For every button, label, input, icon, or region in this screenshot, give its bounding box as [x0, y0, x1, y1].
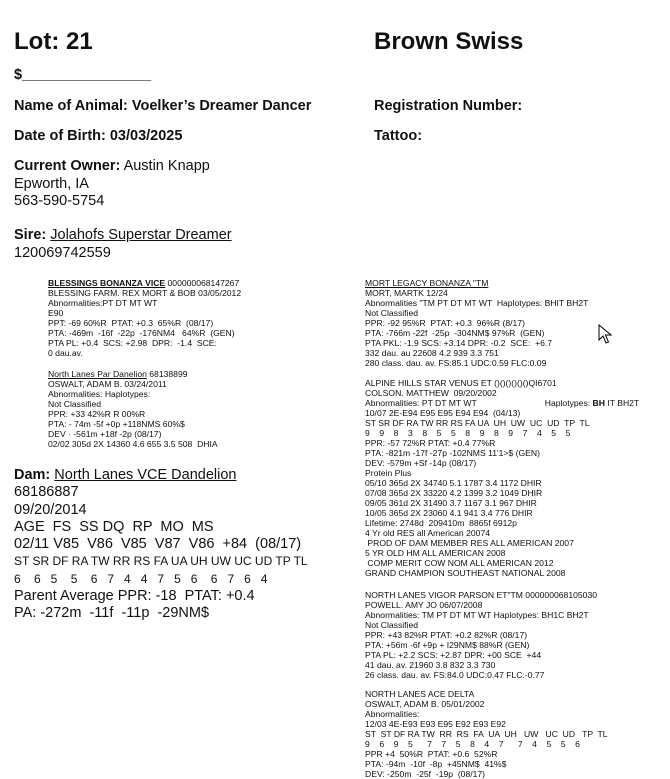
owner-phone: 563-590-5754 [14, 193, 105, 209]
sire-sire-block [48, 278, 241, 358]
dam-pa: PA: -272m -11f -11p -29NM$ [14, 605, 210, 622]
dam-sire-block [365, 278, 588, 368]
sire-sire-line: 0 dau.av. [48, 348, 83, 358]
dam-sire-line: Abnormalities "TM PT DT MT WT Haplotypes: BHIT BH2T [365, 298, 589, 308]
sire-sire-line: PPT: -69 60%R PTAT: +0.3 65%R (08/17) [48, 318, 214, 328]
dam-dam-abnormalities: Abnormalities: PT DT MT WT [365, 398, 477, 408]
dam-dam-line: 5 YR OLD HM ALL AMERICAN 2008 [365, 548, 506, 558]
dam-traits-header: ST SR DF RA TW RR RS FA UA UH UW UC UD TP TL [14, 554, 308, 569]
sire-sire-line: PTA PL: +0.4 SCS: +2.98 DPR: -1.4 SCE: [48, 338, 217, 348]
dam-scores: 02/11 V85 V86 V85 V87 V86 +84 (08/17) [14, 536, 302, 553]
sire-dam-line: Abnormalities: Haplotypes: [48, 389, 151, 399]
extra2-line: PPR +4 50%R PTAT: +0.6 52%R [365, 749, 498, 759]
extra1-line: POWELL. AMY JO 06/07/2008 [365, 600, 483, 610]
owner-city: Epworth, IA [14, 175, 89, 192]
sire-dam-line: 02/02 305d 2X 14360 4.6 655 3.5 508 DHIA [48, 439, 218, 449]
dam-dam-line: PTA: -821m -17f -27p -102NMS 11'1>$ (GEN) [365, 448, 540, 458]
extra-entry-2 [365, 689, 608, 779]
dam-sire-line: PPR: -92 95%R PTAT: +0.3 96%R (8/17) [365, 318, 525, 328]
dam-dam-line: 4 Yr old RES all American 20074 [365, 528, 490, 538]
extra1-line: PTA PL: +2.2 SCS: +2.87 DPR: +00 SCE +44 [365, 650, 542, 660]
extra2-line: 12/03 4E-E93 E93 E95 E92 E93 E92 [365, 719, 506, 729]
dam-dam-line: Protein Plus [365, 468, 412, 478]
dam-dam-line: PPR: -57 72%R PTAT: +0.4 77%R [365, 438, 496, 448]
sire-sire-line: E90 [48, 308, 64, 318]
dam-dam-line: ST SR DF RA TW RR RS FA UA UH UW UC UD TP TL [365, 418, 590, 428]
dam-name: North Lanes VCE Dandelion [54, 467, 237, 483]
dam-dam-line: 10/07 2E-E94 E95 E95 E94 E94 (04/13) [365, 408, 521, 418]
sire-sire-name: BLESSINGS BONANZA VICE [48, 278, 166, 288]
owner-label: Current Owner: [14, 158, 121, 174]
dam-parent-average: Parent Average PPR: -18 PTAT: +0.4 [14, 588, 255, 605]
dam-dam-haplo-bold: BH [592, 398, 605, 408]
current-owner [14, 158, 210, 211]
dam-sire-line: MORT, MARTK 12/24 [365, 288, 448, 298]
sire-dam-line: Not Classified [48, 399, 102, 409]
sire-block [14, 227, 232, 262]
dam-dam-line: PROD OF DAM MEMBER RES ALL AMERICAN 2007 [365, 538, 574, 548]
sire-dam-block [48, 369, 218, 449]
dam-date: 09/20/2014 [14, 501, 87, 518]
dam-dam-block [365, 378, 639, 578]
sire-sire-line: BLESSING FARM. REX MORT & BOB 03/05/2012 [48, 288, 242, 298]
dam-sire-line: 280 class. dau. av. FS:85.1 UDC:0.59 FLC:0.09 [365, 358, 547, 368]
extra1-line: NORTH LANES VIGOR PARSON ET"TM 000000068105030 [365, 590, 597, 600]
extra2-line: ST ST DF RA TW RR RS FA UA UH UW UC UD TP TL [365, 729, 608, 739]
dam-dam-line: GRAND CHAMPION SOUTHEAST NATIONAL 2008 [365, 568, 566, 578]
extra2-line: OSWALT, ADAM B. 05/01/2002 [365, 699, 485, 709]
sire-dam-line: PTA: - 74m -5f +0p +118NMS 60%$ [48, 419, 185, 429]
mouse-cursor-icon [598, 324, 612, 344]
extra1-line: 26 class. dau. av. FS:84.0 UDC:0.47 FLC:-0.77 [365, 670, 545, 680]
extra1-line: PPR: +43 82%R PTAT: +0.2 82%R (08/17) [365, 630, 528, 640]
extra1-line: Not Classified [365, 620, 419, 630]
sire-dam-line: PPR: +33 42%R R 00%R [48, 409, 146, 419]
sire-dam-line: DEV · -561m +18f -2p (08/17) [48, 429, 162, 439]
dam-number: 68186887 [14, 484, 79, 501]
dam-dam-title: ALPINE HILLS STAR VENUS ET ()()()()()()QI6701 [365, 378, 557, 388]
dam-dam-line: 10/05 365d 2X 23060 4.1 941 3.4 776 DHIR [365, 508, 533, 518]
dam-dam-owner: COLSON. MATTHEW 09/20/2002 [365, 388, 497, 398]
breed: Brown Swiss [374, 28, 524, 55]
date-of-birth: Date of Birth: 03/03/2025 [14, 128, 183, 144]
animal-name: Name of Animal: Voelker’s Dreamer Dancer [14, 98, 312, 114]
dam-dam-line: DEV: -579m +Sf -14p (08/17) [365, 458, 477, 468]
extra1-line: Abnormalities: TM PT DT MT WT Haplotypes: BH1C BH2T [365, 610, 589, 620]
registration-number: Registration Number: [374, 98, 523, 114]
dam-dam-line: 9 9 8 3 8 5 5 8 9 8 9 7 4 5 5 [365, 428, 571, 438]
extra2-line: PTA: -94m -10f -8p +45NM$ 41%$ [365, 759, 507, 769]
dam-score-header: AGE FS SS DQ RP MO MS [14, 518, 214, 535]
dam-traits: 6 6 5 5 6 7 4 4 7 5 6 6 7 6 4 [14, 571, 268, 586]
dam-dam-line: 05/10 365d 2X 34740 5.1 1787 3.4 1172 DHIR [365, 478, 542, 488]
dam-dam-haplo-label: Haplotypes: [544, 398, 593, 408]
dam-sire-line: PTA PKL: -1.9 SCS: +3.14 DPR: -0.2 SCE: +6.7 [365, 338, 553, 348]
sire-sire-line: PTA: -469m -16f -22p -176NM4 64%R (GEN) [48, 328, 235, 338]
price-field: $________________ [14, 67, 152, 83]
dam-dam-line: Lifetime: 2748d 209410m 8865f 6912p [365, 518, 517, 528]
dam-dam-line: 07/08 365d 2X 33220 4.2 1399 3.2 1049 DHIR [365, 488, 543, 498]
extra2-line: NORTH LANES ACE DELTA [365, 689, 475, 699]
dam-dam-line: 09/05 361d 2X 31490 3.7 1167 3.1 967 DHIR [365, 498, 537, 508]
dam-dam-haplo-rest: IT BH2T [604, 398, 640, 408]
sire-dam-line: OSWALT, ADAM B. 03/24/2011 [48, 379, 167, 389]
extra2-line: 9 6 9 5 7 7 5 8 4 7 7 4 5 5 6 [365, 739, 580, 749]
sire-sire-line: Abnormalities:PT DT MT WT [48, 298, 158, 308]
tattoo: Tattoo: [374, 128, 423, 144]
extra2-line: Abnormalities: [365, 709, 420, 719]
sire-name: Jolahofs Superstar Dreamer [50, 227, 232, 243]
lot-number: Lot: 21 [14, 28, 93, 55]
extra1-line: 41 dau. av. 21960 3.8 832 3.3 730 [365, 660, 496, 670]
sire-sire-number: 000000068147267 [165, 278, 240, 288]
extra-entry-1 [365, 590, 597, 680]
sire-dam-name: North Lanes Par Danelion [48, 369, 147, 379]
dam-label: Dam: [14, 467, 55, 483]
sire-label: Sire: [14, 227, 51, 243]
dam-sire-name: MORT LEGACY BONANZA "TM [365, 278, 489, 288]
dam-block [14, 467, 308, 623]
sire-dam-number: 68138899 [146, 369, 188, 379]
extra1-line: PTA: +56m -6f +9p + I29NM$ 88%R (GEN) [365, 640, 530, 650]
dam-sire-line: PTA: -766m -22f -25p -304NM$ 97%R (GEN) [365, 328, 545, 338]
dam-sire-line: Not Classified [365, 308, 419, 318]
sire-number: 120069742559 [14, 244, 111, 261]
owner-name: Austin Knapp [120, 158, 210, 174]
extra2-line: DEV: -250m -25f -19p (08/17) [365, 769, 486, 779]
dam-dam-line: COMP MERIT COW NOM ALL AMERICAN 2012 [365, 558, 554, 568]
dam-sire-line: 332 dau. au 22608 4.2 939 3.3 751 [365, 348, 499, 358]
